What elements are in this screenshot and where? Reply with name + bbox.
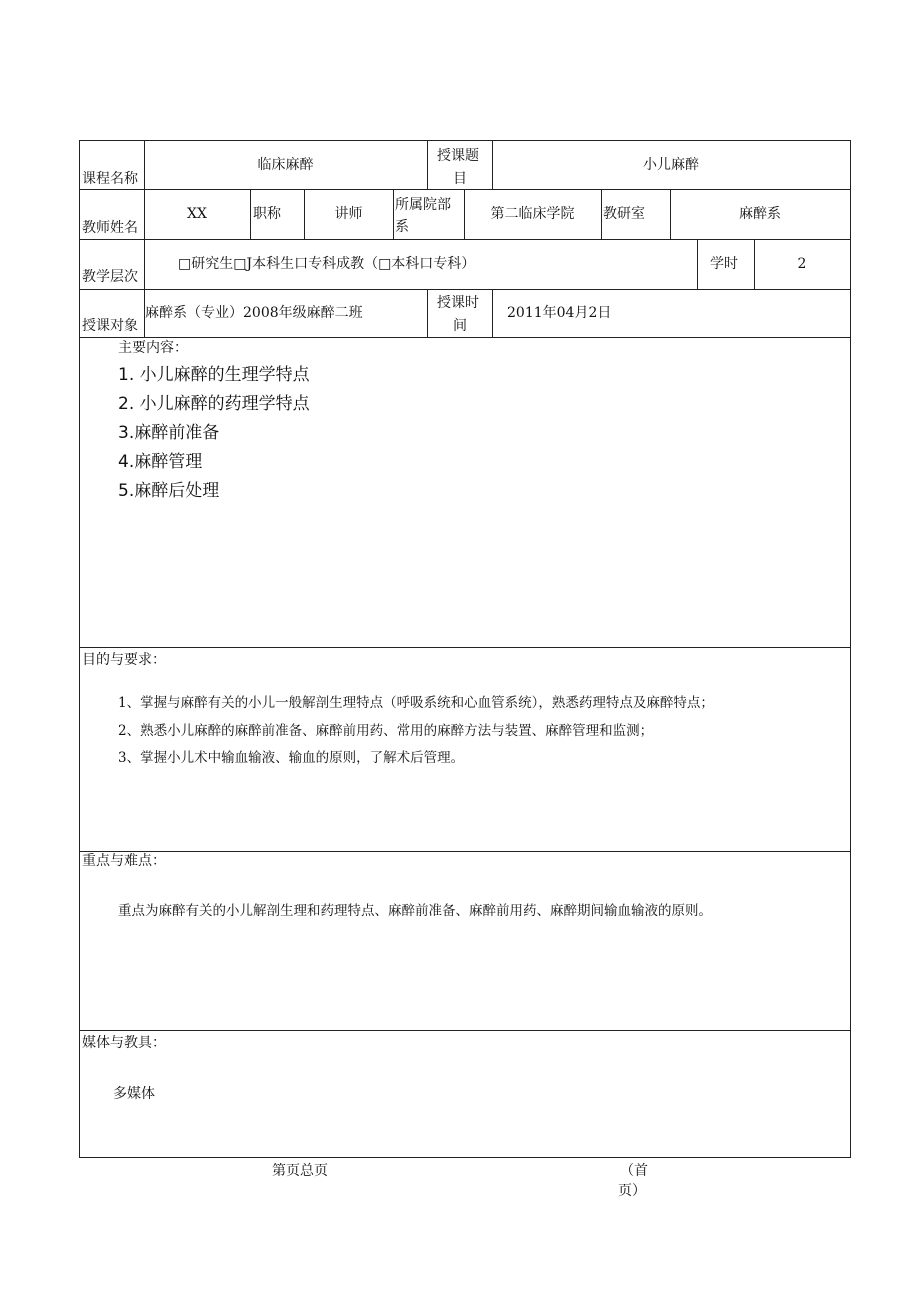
time-label-cont: 间	[453, 318, 467, 334]
row-divider	[80, 239, 850, 240]
course-name-label: 课程名称	[82, 171, 138, 187]
target-value: 麻醉系（专业）2008年级麻醉二班	[145, 305, 363, 321]
content-item: 3.麻醉前准备	[118, 423, 220, 443]
teacher-label: 教师姓名	[82, 220, 138, 236]
col-divider	[144, 239, 145, 289]
dept-label: 所属院部	[395, 197, 451, 213]
row-divider	[80, 189, 850, 190]
first-page-note: （首	[620, 1163, 648, 1179]
hours-value: 2	[797, 256, 807, 272]
title-value: 讲师	[334, 206, 363, 222]
level-label: 教学层次	[82, 269, 138, 285]
time-value: 2011年04月2日	[507, 305, 612, 321]
time-label: 授课时	[437, 295, 479, 311]
media-label: 媒体与教具：	[82, 1035, 166, 1051]
row-divider	[80, 337, 850, 338]
hours-label: 学时	[710, 256, 738, 272]
keypoints-label: 重点与难点：	[82, 853, 166, 869]
col-divider	[697, 239, 698, 289]
goal-item: 3、掌握小儿术中输血输液、输血的原则，了解术后管理。	[118, 750, 465, 766]
topic-value: 小儿麻醉	[643, 157, 699, 173]
dept-value: 第二临床学院	[490, 206, 575, 222]
row-divider	[80, 1030, 850, 1031]
dept-label-cont: 系	[395, 219, 409, 235]
col-divider	[250, 189, 251, 239]
row-divider	[80, 289, 850, 290]
col-divider	[427, 141, 428, 189]
first-page-note-cont: 页）	[618, 1183, 646, 1199]
row-divider	[80, 647, 850, 648]
content-item: 2. 小儿麻醉的药理学特点	[118, 394, 310, 414]
goal-item: 1、掌握与麻醉有关的小儿一般解剖生理特点（呼吸系统和心血管系统），熟悉药理特点及麻醉特点；	[118, 695, 714, 711]
content-item: 4.麻醉管理	[118, 452, 203, 472]
target-label: 授课对象	[82, 318, 138, 334]
title-label: 职称	[253, 206, 281, 222]
content-label: 主要内容：	[118, 340, 188, 356]
col-divider	[601, 189, 602, 239]
level-checkboxes: □研究生□J本科生口专科成教（□本科口专科）	[178, 256, 476, 272]
office-label: 教研室	[603, 206, 645, 222]
content-item: 5.麻醉后处理	[118, 481, 220, 501]
col-divider	[492, 289, 493, 337]
topic-label: 授课题	[437, 148, 479, 164]
col-divider	[393, 189, 394, 239]
content-item: 1. 小儿麻醉的生理学特点	[118, 365, 310, 385]
media-text: 多媒体	[113, 1086, 155, 1102]
topic-label-cont: 目	[453, 171, 467, 187]
lesson-plan-form	[79, 140, 851, 1158]
office-value: 麻醉系	[739, 206, 781, 222]
keypoints-text: 重点为麻醉有关的小儿解剖生理和药理特点、麻醉前准备、麻醉前用药、麻醉期间输血输液的原则。	[118, 903, 712, 919]
goal-item: 2、熟悉小儿麻醉的麻醉前准备、麻醉前用药、常用的麻醉方法与装置、麻醉管理和监测；	[118, 723, 654, 739]
col-divider	[427, 289, 428, 337]
row-divider	[80, 851, 850, 852]
page-counter: 第页总页	[272, 1163, 328, 1179]
goals-label: 目的与要求：	[82, 652, 166, 668]
teacher-value: XX	[187, 206, 207, 222]
course-name-value: 临床麻醉	[257, 157, 314, 173]
